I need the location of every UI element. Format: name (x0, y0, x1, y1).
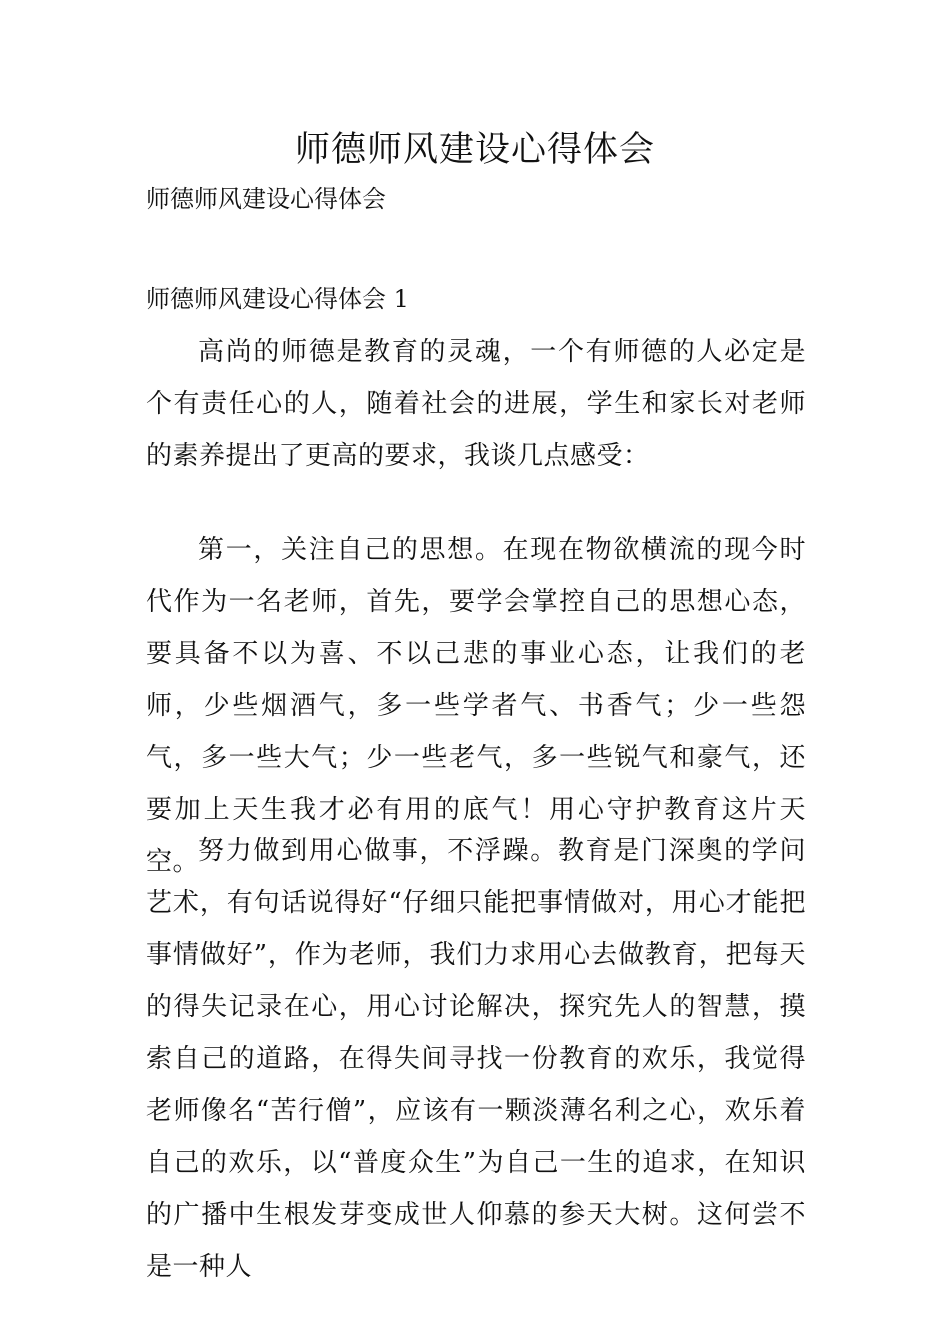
paragraph-3: 努力做到用心做事，不浮躁。教育是门深奥的学问艺术，有句话说得好“仔细只能把事情做对，用心才能把事情做好”，作为老师，我们力求用心去做教育，把每天的得失记录在心，用心讨论解决，探究先人的智慧，摸索自己的道路，在得失间寻找一份教育的欢乐，我觉得老师像名“苦行僧”，应该有一颗淡薄名利之心，欢乐着自己的欢乐，以“普度众生”为自己一生的追求，在知识的广播中生根发芽变成世人仰慕的参天大树。这何尝不是一种人 (146, 836, 806, 1282)
paragraph-1: 高尚的师德是教育的灵魂，一个有师德的人必定是个有责任心的人，随着社会的进展，学生和家长对老师的素养提出了更高的要求，我谈几点感受： (146, 337, 806, 471)
section-heading: 师德师风建设心得体会 1 (146, 285, 409, 313)
paragraph-2: 第一，关注自己的思想。在现在物欲横流的现今时代作为一名老师，首先，要学会掌控自己的思想心态，要具备不以为喜、不以己悲的事业心态，让我们的老师，少些烟酒气，多一些学者气、书香气；少一些怨气，多一些大气；少一些老气，多一些锐气和豪气，还要加上天生我才必有用的底气！用心守护教育这片天空。 (146, 535, 806, 877)
document-subtitle: 师德师风建设心得体会 (146, 185, 386, 213)
document-title: 师德师风建设心得体会 (294, 130, 655, 170)
